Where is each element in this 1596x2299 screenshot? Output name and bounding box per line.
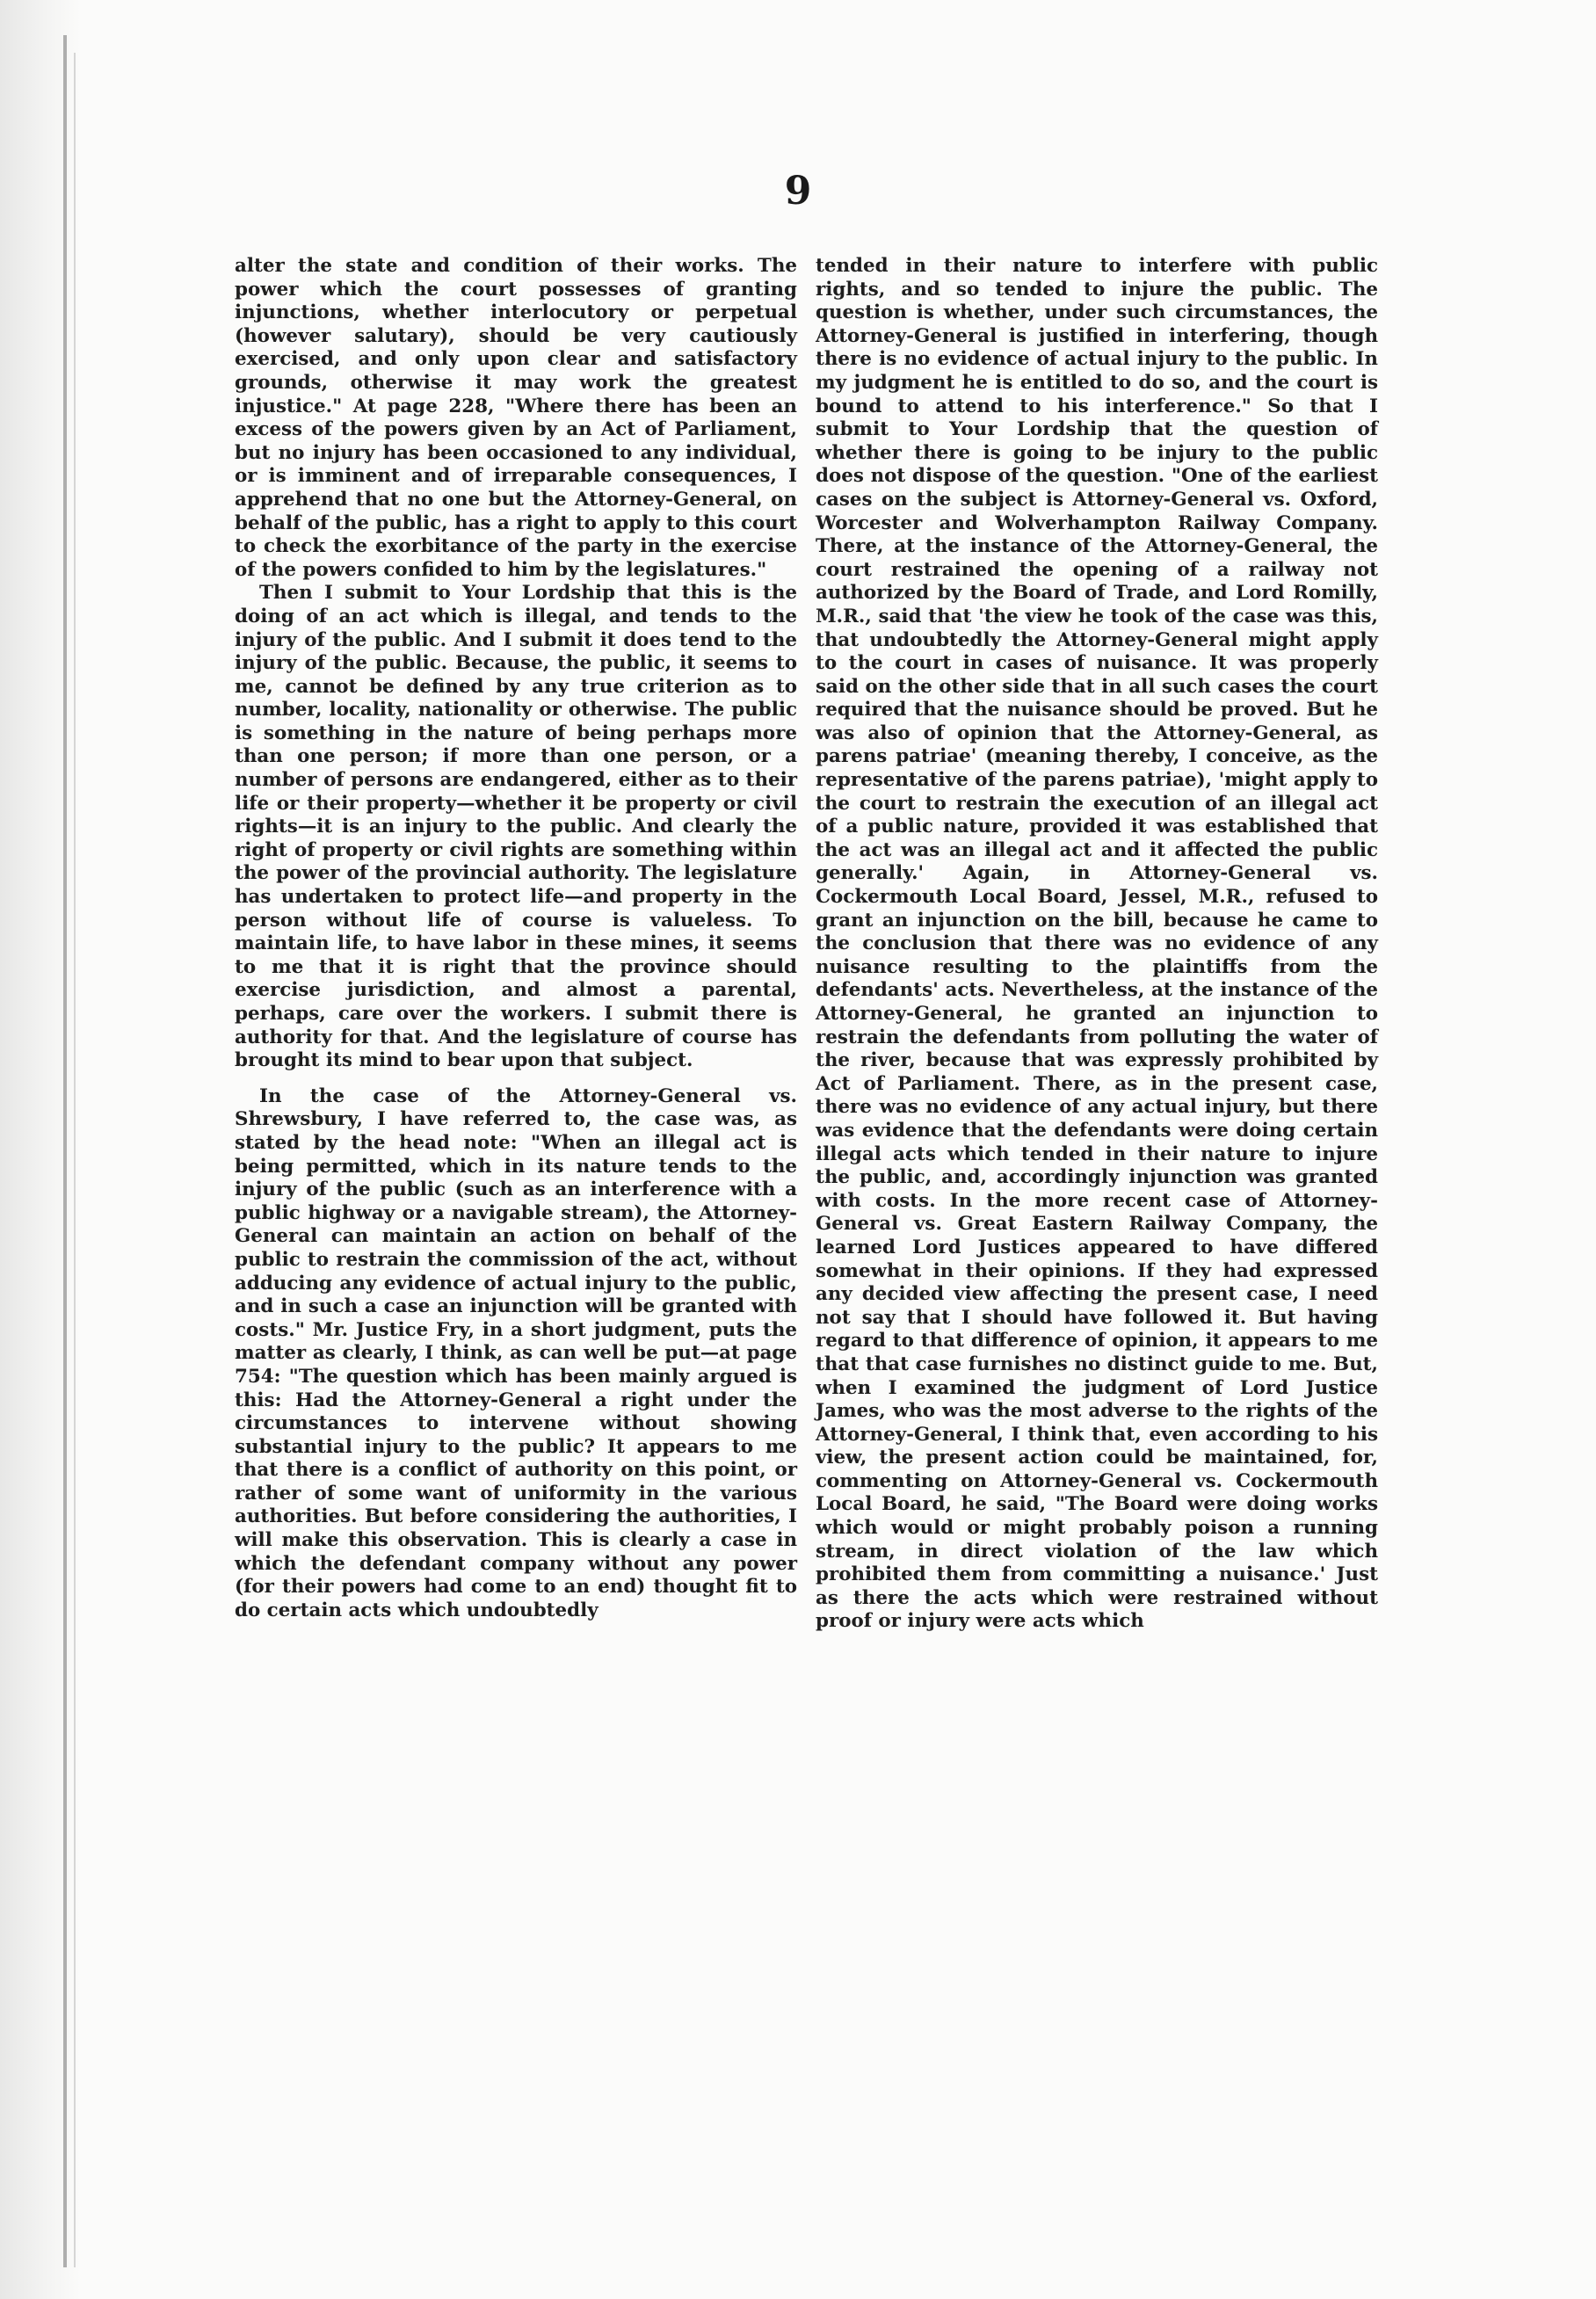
right-paragraph-1: tended in their nature to interfere with public rights, and so tended to injure the public. The question is whether, under such circumstances, the Attorney-General is justified in interfering, though there is no evidence of actual injury to the public. In my judgment he is entitled to do so, and the court is bound to attend to his interference." So that I submit to Your Lordship that the question of whether there is going to be injury to the public does not dispose of the question. "One of the earliest cases on the subject is Attorney-General vs. Oxford, Worcester and Wolverhampton Railway Company. There, at the instance of the Attorney-General, the court restrained the opening of a railway not authorized by the Board of Trade, and Lord Romilly, M.R., said that 'the view he took of the case was this, that undoubtedly the Attorney-General might apply to the court in cases of nuisance. It was properly said on the other side that in all such cases the court required that the nuisance should be proved. But he was also of opinion that the Attorney-General, as parens patriae' (meaning thereby, I conceive, as the representative of the parens patriae), 'might apply to the court to restrain the execution of an illegal act of a public nature, provided it was established that the act was an illegal act and it affected the public generally.' Again, in Attorney-General vs. Cockermouth Local Board, Jessel, M.R., refused to grant an injunction on the bill, because he came to the conclusion that there was no evidence of any nuisance resulting to the plaintiffs from the defendants' acts. Nevertheless, at the instance of the Attorney-General, he granted an injunction to restrain the defendants from polluting the water of the river, because that was expressly prohibited by Act of Parliament. There, as in the present case, there was no evidence of any actual injury, but there was evidence that the defendants were doing certain illegal acts which tended in their nature to injure the public, and, accordingly injunction was granted with costs. In the more recent case of Attorney-General vs. Great Eastern Railway Company, the learned Lord Justices appeared to have differed somewhat in their opinions. If they had expressed any decided view affecting the present case, I need not say that I should have followed it. But having regard to that difference of opinion, it appears to me that that case furnishes no distinct guide to me. But, when I examined the judgment of Lord Justice James, who was the most adverse to the rights of the Attorney-General, I think that, even according to his view, the present action could be maintained, for, commenting on Attorney-General vs. Cockermouth Local Board, he said, "The Board were doing works which would or might probably poison a running stream, in direct violation of the law which prohibited them from committing a nuisance.' Just as there the acts which were restrained without proof or injury were acts which	[816, 255, 1378, 1633]
binding-shadow-line-inner	[74, 53, 76, 2267]
left-paragraph-1: alter the state and condition of their works. The power which the court possesses of granting injunctions, whether interlocutory or perpetual (however salutary), should be very cautiously exercised, and only upon clear and satisfactory grounds, otherwise it may work the greatest injustice." At page 228, "Where there has been an excess of the powers given by an Act of Parliament, but no injury has been occasioned to any individual, or is imminent and of irreparable consequences, I apprehend that no one but the Attorney-General, on behalf of the public, has a right to apply to this court to check the exorbitance of the party in the exercise of the powers confided to him by the legislatures."	[235, 255, 797, 581]
binding-shadow-line	[63, 35, 67, 2267]
left-paragraph-2: Then I submit to Your Lordship that this is the doing of an act which is illegal, and tends to the injury of the public. And I submit it does tend to the injury of the public. Because, the public, it seems to me, cannot be defined by any true criterion as to number, locality, nationality or otherwise. The public is something in the nature of being perhaps more than one person; if more than one person, or a number of persons are endangered, either as to their life or their property—whether it be property or civil rights—it is an injury to the public. And clearly the right of property or civil rights are something within the power of the provincial authority. The legislature has undertaken to protect life—and property in the person without life of course is valueless. To maintain life, to have labor in these mines, it seems to me that it is right that the province should exercise jurisdiction, and almost a parental, perhaps, care over the workers. I submit there is authority for that. And the legislature of course has brought its mind to bear upon that subject.	[235, 582, 797, 1072]
left-paragraph-3: In the case of the Attorney-General vs. Shrewsbury, I have referred to, the case was, as stated by the head note: "When an illegal act is being permitted, which in its nature tends to the injury of the public (such as an interference with a public highway or a navigable stream), the Attorney-General can maintain an action on behalf of the public to restrain the commission of the act, without adducing any evidence of actual injury to the public, and in such a case an injunction will be granted with costs." Mr. Justice Fry, in a short judgment, puts the matter as clearly, I think, as can well be put—at page 754: "The question which has been mainly argued is this: Had the Attorney-General a right under the circumstances to intervene without showing substantial injury to the public? It appears to me that there is a conflict of authority on this point, or rather of some want of uniformity in the various authorities. But before considering the authorities, I will make this observation. This is clearly a case in which the defendant company without any power (for their powers had come to an end) thought fit to do certain acts which undoubtedly	[235, 1084, 797, 1621]
right-column	[816, 255, 1378, 1634]
left-column	[235, 255, 797, 1622]
page-number: 9	[784, 169, 812, 214]
binding-edge	[0, 0, 81, 2299]
